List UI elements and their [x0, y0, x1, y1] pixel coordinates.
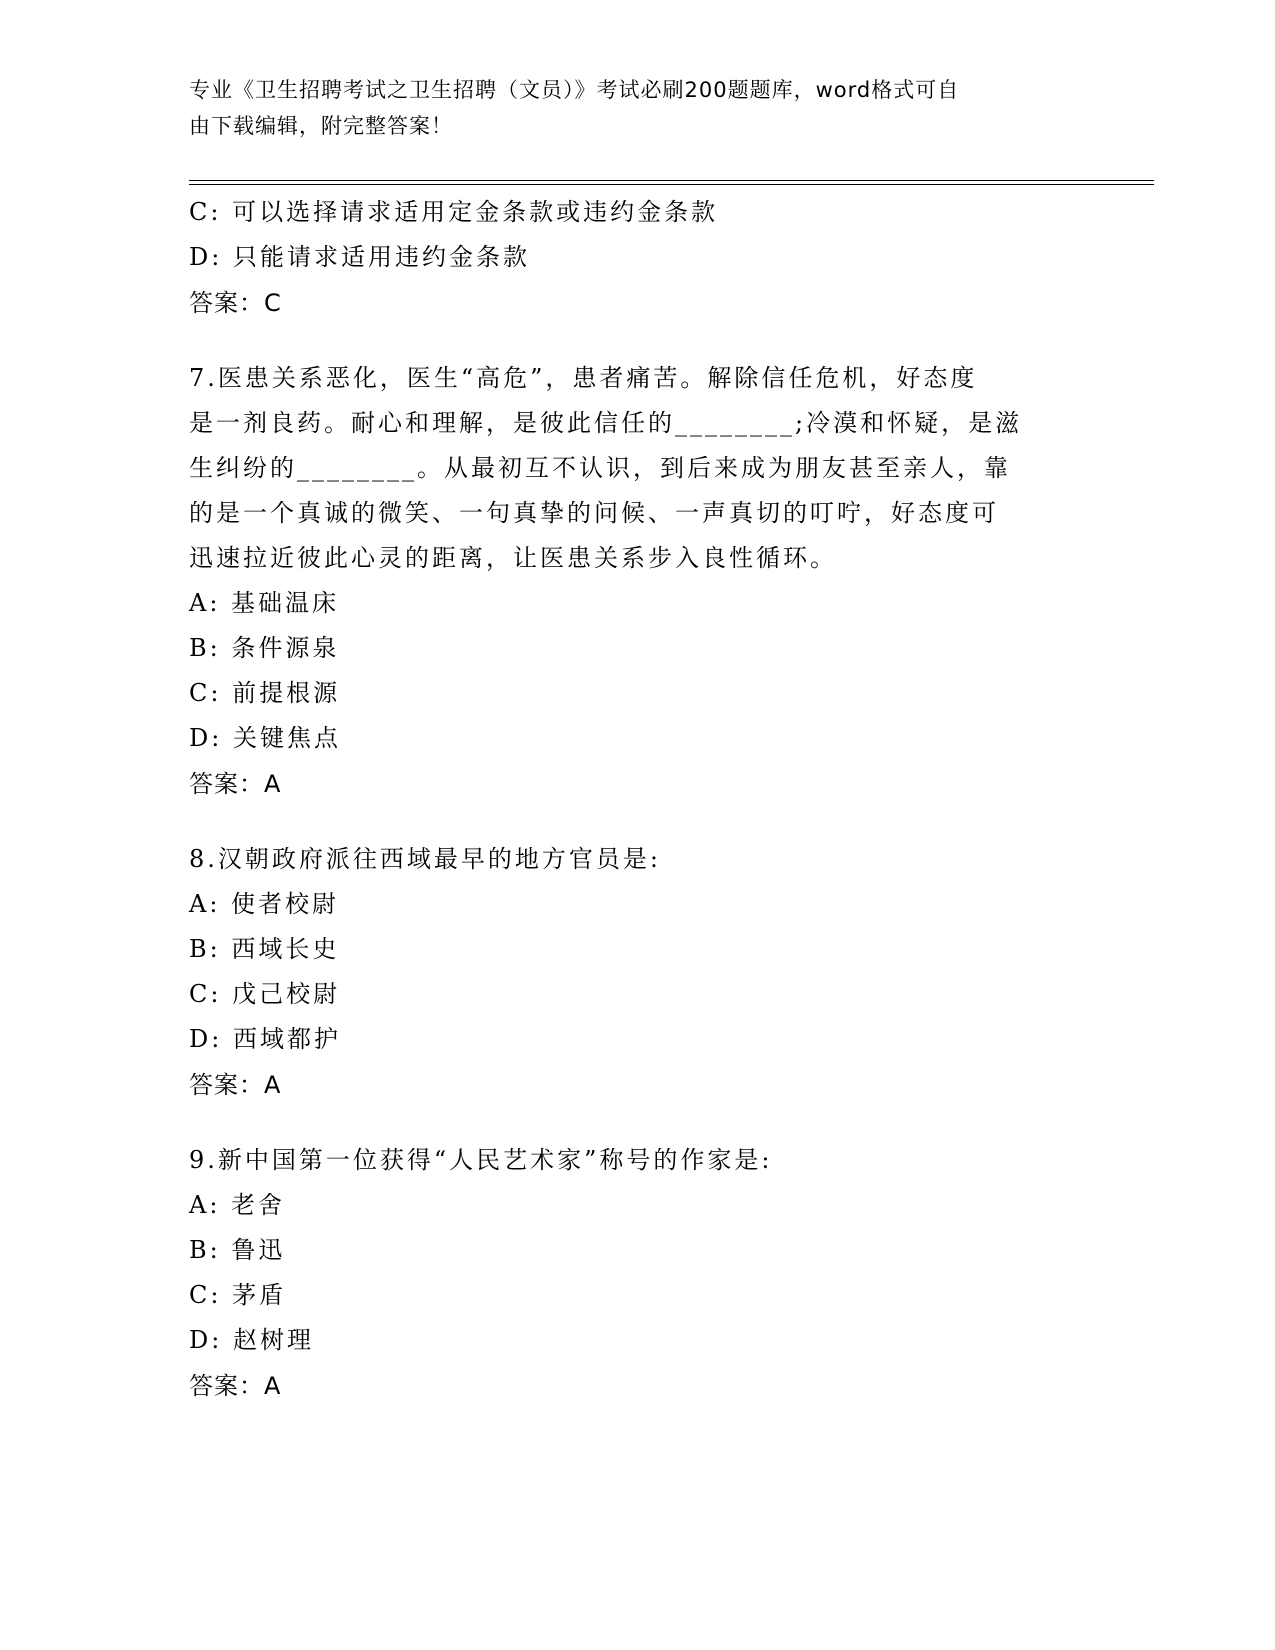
question-8	[189, 837, 1089, 1108]
option-c: C: 可以选择请求适用定金条款或违约金条款	[189, 198, 719, 226]
option-b: B: 西域长史	[189, 935, 340, 963]
option-b: B: 鲁迅	[189, 1236, 286, 1264]
option-c: C: 前提根源	[189, 679, 341, 707]
stem-line: 9.新中国第一位获得“人民艺术家”称号的作家是:	[189, 1146, 773, 1174]
option-a: A: 基础温床	[189, 589, 340, 617]
option-a: A: 老舍	[189, 1191, 286, 1219]
header-rule-top	[189, 180, 1154, 181]
stem-line: 的是一个真诚的微笑、一句真挚的问候、一声真切的叮咛，好态度可	[189, 499, 999, 527]
option-a: A: 使者校尉	[189, 890, 340, 918]
option-c: C: 茅盾	[189, 1281, 287, 1309]
stem-line: 7.医患关系恶化，医生“高危”，患者痛苦。解除信任危机，好态度	[189, 364, 978, 392]
stem-line: 8.汉朝政府派往西域最早的地方官员是:	[189, 845, 661, 873]
option-d: D: 关键焦点	[189, 724, 341, 752]
document-body	[189, 190, 1089, 1409]
question-7	[189, 356, 1089, 807]
question-stem	[189, 356, 1089, 581]
option-d: D: 赵树理	[189, 1326, 314, 1354]
stem-line: 是一剂良药。耐心和理解，是彼此信任的________;冷漠和怀疑，是滋	[189, 409, 1023, 437]
question-9	[189, 1138, 1089, 1409]
stem-line: 迅速拉近彼此心灵的距离，让医患关系步入良性循环。	[189, 544, 837, 572]
option-d: D: 西域都护	[189, 1025, 341, 1053]
option-c: C: 戊己校尉	[189, 980, 341, 1008]
option-b: B: 条件源泉	[189, 634, 340, 662]
carryover-question	[189, 190, 1089, 326]
document-header	[189, 72, 1089, 144]
answer: 答案：A	[189, 770, 282, 798]
option-d: D: 只能请求适用违约金条款	[189, 243, 530, 271]
header-rule-bottom	[189, 184, 1154, 185]
question-stem	[189, 837, 1089, 882]
header-line-2: 由下载编辑，附完整答案！	[189, 114, 453, 138]
answer: 答案：A	[189, 1372, 282, 1400]
answer: 答案：C	[189, 289, 282, 317]
header-line-1: 专业《卫生招聘考试之卫生招聘（文员）》考试必刷200题题库，word格式可自	[189, 78, 960, 102]
stem-line: 生纠纷的________。从最初互不认识，到后来成为朋友甚至亲人，靠	[189, 454, 1011, 482]
answer: 答案：A	[189, 1071, 282, 1099]
question-stem	[189, 1138, 1089, 1183]
